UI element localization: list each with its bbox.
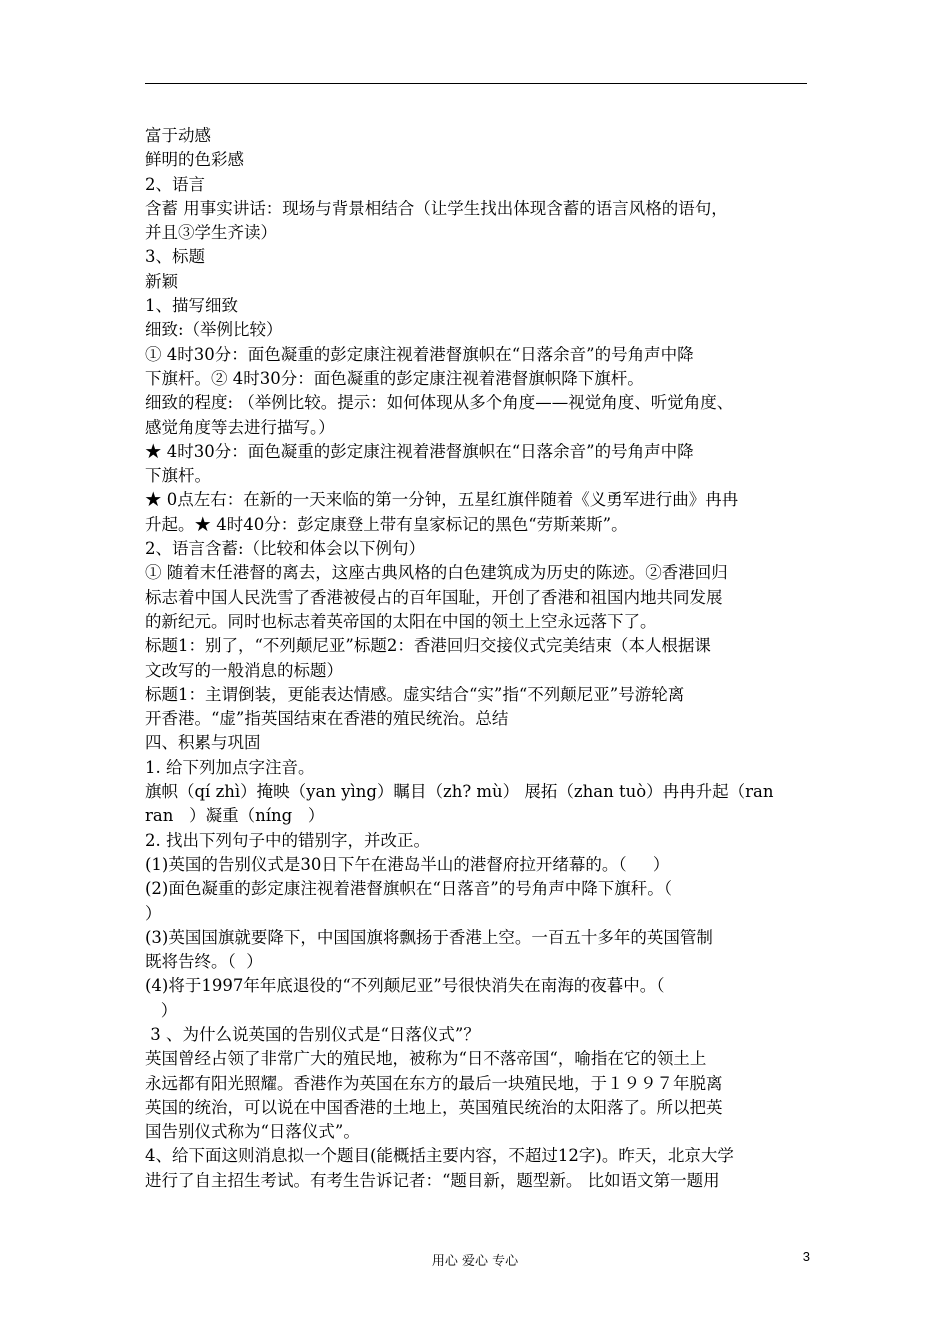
text-line: 开香港。“虚”指英国结束在香港的殖民统治。总结 [145, 709, 509, 729]
text-line: 文改写的一般消息的标题） [145, 660, 343, 680]
text-line: 英国的统治，可以说在中国香港的土地上，英国殖民统治的太阳落了。所以把英 [145, 1097, 723, 1117]
text-line: 含蓄 用事实讲话：现场与背景相结合（让学生找出体现含蓄的语言风格的语句， [145, 198, 728, 218]
text-line: 细致的程度: （举例比较。提示：如何体现从多个角度——视觉角度、听觉角度、 [145, 393, 734, 413]
text-line: 国告别仪式称为“日落仪式”。 [145, 1122, 360, 1142]
text-line: 四、积累与巩固 [145, 733, 261, 753]
text-line: 下旗杆。② 4时30分：面色凝重的彭定康注视着港督旗帜降下旗杆。 [145, 368, 644, 388]
text-line: ran ）凝重（níng ） [145, 806, 325, 826]
page-number: 3 [802, 1249, 810, 1264]
text-line: 感觉角度等去进行描写。） [145, 417, 335, 437]
text-line: 进行了自主招生考试。有考生告诉记者：“题目新，题型新。 比如语文第一题用 [145, 1170, 720, 1190]
text-line: ★ 0点左右：在新的一天来临的第一分钟，五星红旗伴随着《义勇军进行曲》冉冉 [145, 490, 739, 510]
text-line: ① 随着末任港督的离去，这座古典风格的白色建筑成为历史的陈迹。②香港回归 [145, 563, 728, 583]
text-line: 旗帜（qí zhì）掩映（yan yìng）瞩目（zh? mù） 展拓（zhan tuò）冉冉升起（ran [145, 782, 774, 802]
text-line: 富于动感 [145, 126, 211, 145]
text-line: 标题1：别了，“不列颠尼亚”标题2：香港回归交接仪式完美结束（本人根据课 [145, 636, 711, 656]
text-line: 标题1：主谓倒装，更能表达情感。虚实结合“实”指“不列颠尼亚”号游轮离 [145, 684, 685, 704]
text-line: 2. 找出下列句子中的错别字，并改正。 [145, 830, 430, 850]
text-line: ① 4时30分：面色凝重的彭定康注视着港督旗帜在“日落余音”的号角声中降 [145, 344, 694, 364]
text-line: ） [145, 1000, 178, 1020]
text-line: ★ 4时30分：面色凝重的彭定康注视着港督旗帜在“日落余音”的号角声中降 [145, 441, 694, 461]
text-line: 既将告终。（ ） [145, 952, 263, 972]
footer-text: 用心 爱心 专心 [431, 1254, 519, 1269]
text-line: (4)将于1997年年底退役的“不列颠尼亚”号很快消失在南海的夜暮中。（ [145, 976, 665, 996]
text-line: 并且③学生齐读） [145, 223, 277, 243]
text-line: 升起。★ 4时40分：彭定康登上带有皇家标记的黑色“劳斯莱斯”。 [145, 514, 628, 534]
text-line: 下旗杆。 [145, 466, 211, 486]
text-line: 的新纪元。同时也标志着英帝国的太阳在中国的领土上空永远落下了。 [145, 611, 657, 631]
text-line: 2、语言含蓄:（比较和体会以下例句） [145, 539, 426, 559]
text-line: (2)面色凝重的彭定康注视着港督旗帜在“日落音”的号角声中降下旗秆。（ [145, 879, 672, 899]
text-line: 细致:（举例比较） [145, 320, 283, 340]
text-line: 永远都有阳光照耀。香港作为英国在东方的最后一块殖民地，于１９９７年脱离 [145, 1073, 723, 1093]
text-line: 英国曾经占领了非常广大的殖民地，被称为“日不落帝国“，喻指在它的领土上 [145, 1049, 707, 1069]
document-body [145, 124, 809, 1193]
text-line: 4、给下面这则消息拟一个题目(能概括主要内容，不超过12字)。昨天，北京大学 [145, 1146, 734, 1166]
text-line: 3、标题 [145, 247, 205, 267]
text-line: 鲜明的色彩感 [145, 150, 244, 170]
text-line: 标志着中国人民洗雪了香港被侵占的百年国耻，开创了香港和祖国内地共同发展 [145, 587, 723, 607]
text-line: 2、语言 [145, 174, 205, 194]
text-line: (1)英国的告别仪式是30日下午在港岛半山的港督府拉开绪幕的。（ ） [145, 854, 670, 874]
text-line: 1. 给下列加点字注音。 [145, 757, 315, 777]
text-line: (3)英国国旗就要降下，中国国旗将飘扬于香港上空。一百五十多年的英国管制 [145, 927, 713, 947]
text-line: 1、描写细致 [145, 296, 238, 316]
header-rule [145, 83, 807, 84]
text-line: ） [145, 903, 162, 923]
text-line: 3 、为什么说英国的告别仪式是“日落仪式”？ [145, 1024, 480, 1044]
text-line: 新颖 [145, 271, 178, 291]
